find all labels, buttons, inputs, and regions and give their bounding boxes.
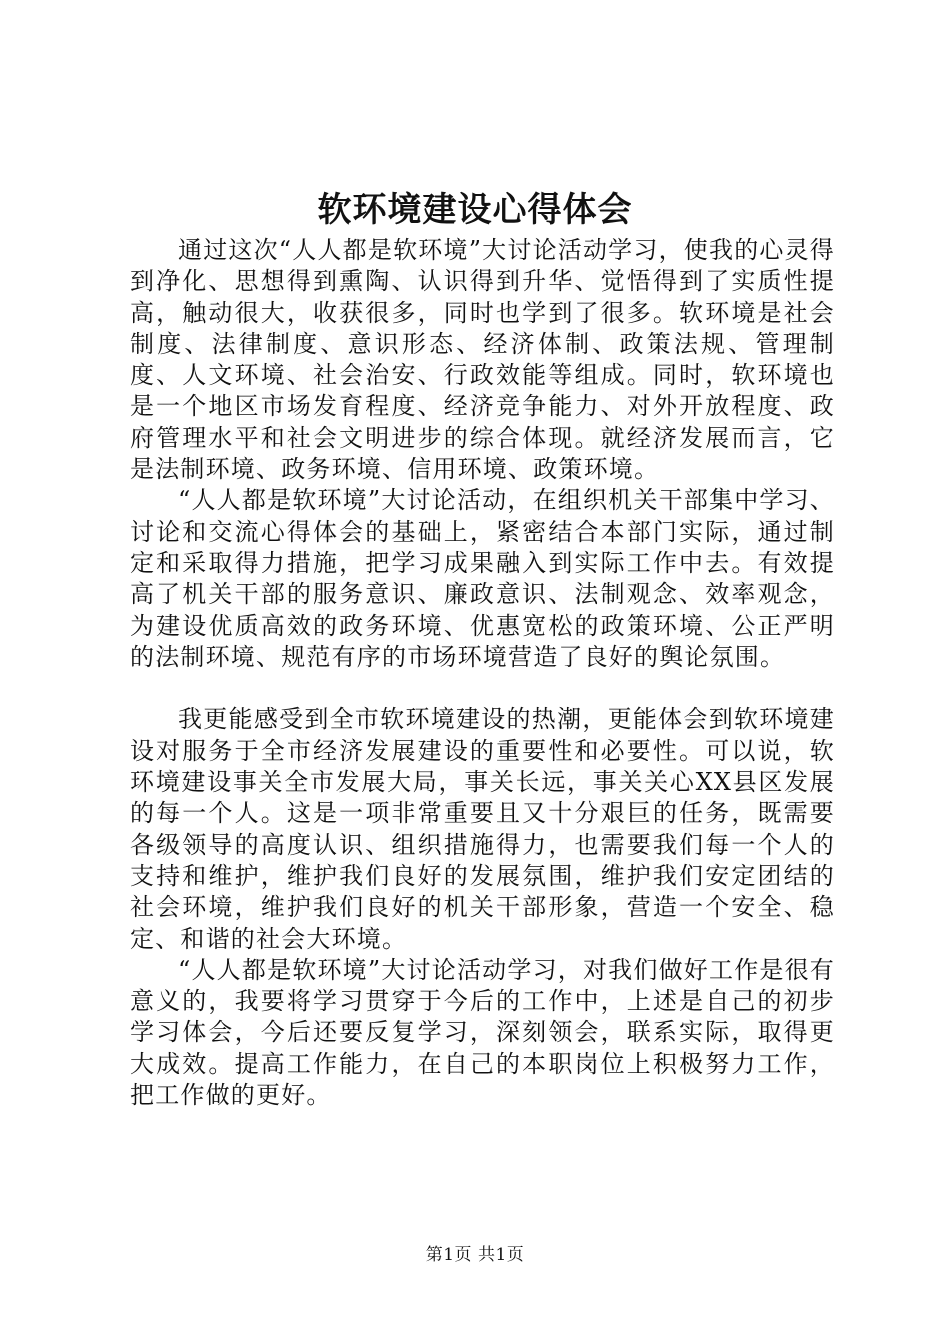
paragraph-spacer: [130, 673, 835, 704]
paragraph-1: 通过这次“人人都是软环境”大讨论活动学习，使我的心灵得到净化、思想得到熏陶、认识得到升华、觉悟得到了实质性提高，触动很大，收获很多，同时也学到了很多。软环境是社会制度、法律制度、意识形态、经济体制、政策法规、管理制度、人文环境、社会治安、行政效能等组成。同时，软环境也是一个地区市场发育程度、经济竞争能力、对外开放程度、政府管理水平和社会文明进步的综合体现。就经济发展而言，它是法制环境、政务环境、信用环境、政策环境。: [130, 236, 835, 484]
document-title: 软环境建设心得体会: [317, 190, 633, 230]
paragraph-3: 我更能感受到全市软环境建设的热潮，更能体会到软环境建设对服务于全市经济发展建设的重要性和必要性。可以说，软环境建设事关全市发展大局，事关长远，事关关心XX县区发展的每一个人。这是一项非常重要且又十分艰巨的任务，既需要各级领导的高度认识、组织措施得力，也需要我们每一个人的支持和维护，维护我们良好的发展氛围，维护我们安定团结的社会环境，维护我们良好的机关干部形象，营造一个安全、稳定、和谐的社会大环境。: [130, 705, 835, 953]
paragraph-2: “人人都是软环境”大讨论活动，在组织机关干部集中学习、讨论和交流心得体会的基础上，紧密结合本部门实际，通过制定和采取得力措施，把学习成果融入到实际工作中去。有效提高了机关干部的服务意识、廉政意识、法制观念、效率观念，为建设优质高效的政务环境、优惠宽松的政策环境、公正严明的法制环境、规范有序的市场环境营造了良好的舆论氛围。: [130, 486, 835, 671]
page-footer: 第1页 共1页: [425, 1245, 525, 1265]
paragraph-4: “人人都是软环境”大讨论活动学习，对我们做好工作是很有意义的，我要将学习贯穿于今后的工作中，上述是自己的初步学习体会，今后还要反复学习，深刻领会，联系实际，取得更大成效。提高工作能力，在自己的本职岗位上积极努力工作，把工作做的更好。: [130, 955, 835, 1110]
document-body: [130, 235, 835, 1111]
